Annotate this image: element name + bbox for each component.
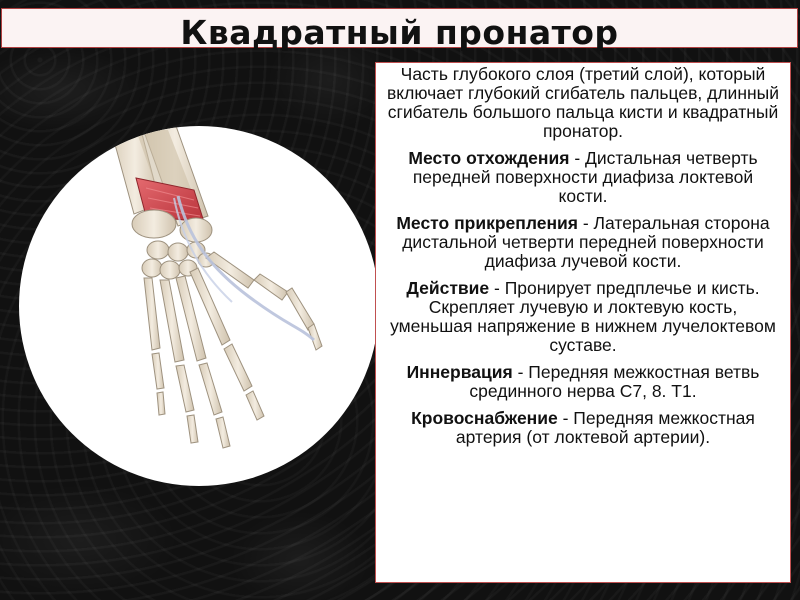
slide-title: Квадратный пронатор [180, 12, 619, 52]
action-text: - Пронирует предплечье и кисть. Скрепляет лучевую и локтевую кость, уменьшая напряжение в нижнем лучелоктевом суставе. [390, 278, 776, 355]
innervation-paragraph [386, 363, 780, 401]
text-panel [375, 62, 791, 583]
action-label: Действие [406, 278, 490, 298]
blood-supply-text: - Передняя межкостная артерия (от локтевой артерии). [455, 408, 755, 447]
intro-paragraph: Часть глубокого слоя (третий слой), который включает глубокий сгибатель пальцев, длинный сгибатель большого пальца кисти и квадратный пронатор. [387, 64, 779, 141]
forearm-hand-skeleton-icon [18, 126, 380, 486]
blood-supply-label: Кровоснабжение [411, 408, 558, 428]
insertion-text: - Латеральная сторона дистальной четверти передней поверхности диафиза лучевой кости. [402, 213, 770, 271]
insertion-paragraph [386, 214, 780, 271]
insertion-label: Место прикрепления [396, 213, 578, 233]
innervation-label: Иннервация [406, 362, 513, 382]
hand-illustration [18, 126, 380, 486]
origin-paragraph [386, 149, 780, 206]
blood-supply-paragraph [386, 409, 780, 447]
action-paragraph [386, 279, 780, 355]
title-bar [1, 8, 798, 52]
innervation-text: - Передняя межкостная ветвь срединного нерва С7, 8. Т1. [469, 362, 760, 401]
origin-text: - Дистальная четверть передней поверхности диафиза локтевой кости. [412, 148, 758, 206]
origin-label: Место отхождения [408, 148, 570, 168]
